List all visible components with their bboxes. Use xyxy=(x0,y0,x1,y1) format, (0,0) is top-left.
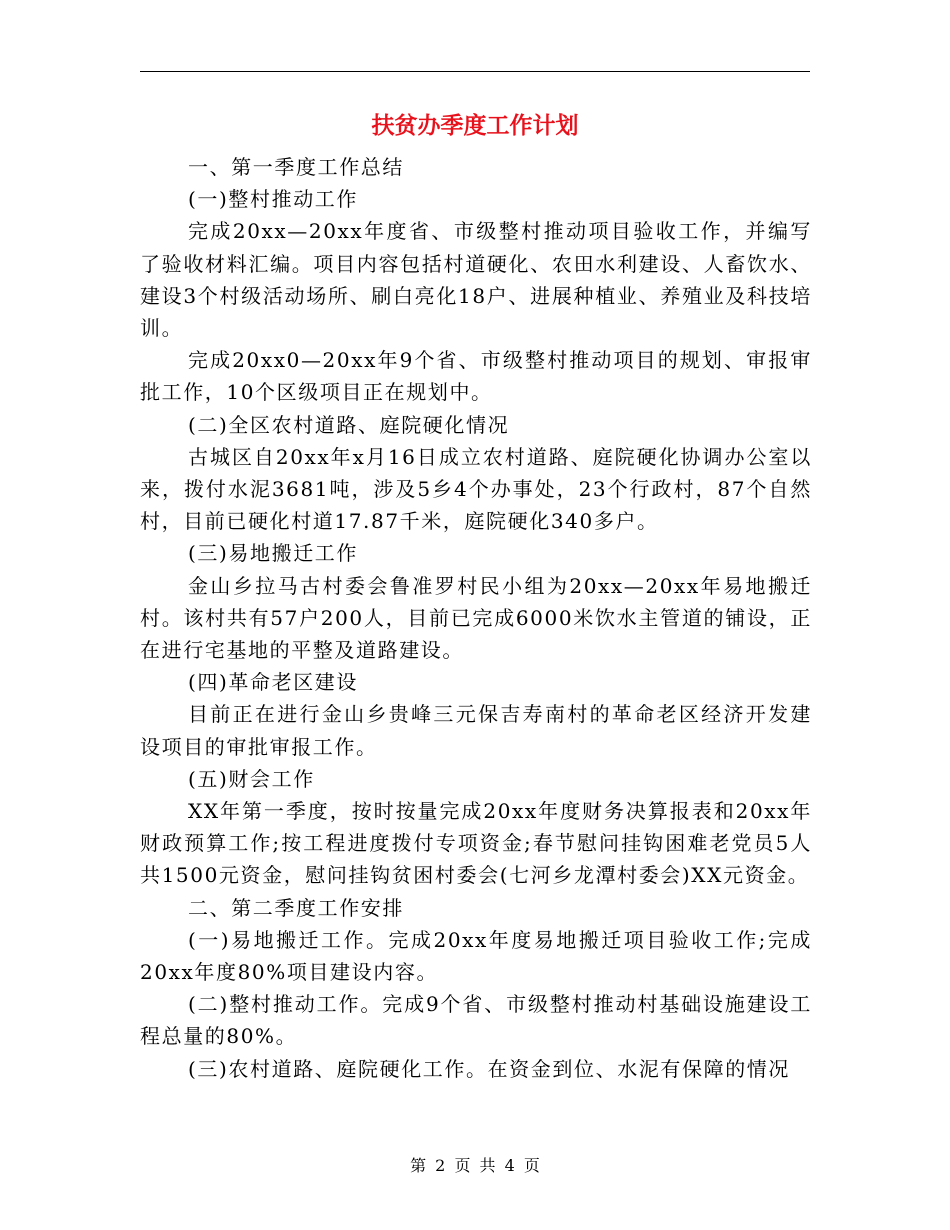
subsection-heading: (四)革命老区建设 xyxy=(188,670,359,695)
section-heading: 一、第一季度工作总结 xyxy=(188,155,404,179)
body-paragraph: 完成20xx0—20xx年9个省、市级整村推动项目的规划、审报审批工作，10个区级项目正在规划中。 xyxy=(140,348,812,405)
body-paragraph: 古城区自20xx年x月16日成立农村道路、庭院硬化协调办公室以来，拨付水泥3681吨，涉及5乡4个办事处，23个行政村，87个自然村，目前已硬化村道17.87千米，庭院硬化340多户。 xyxy=(140,444,812,534)
header-rule xyxy=(140,71,810,72)
page-footer: 第 2 页 共 4 页 xyxy=(410,1156,540,1175)
subsection-heading: (五)财会工作 xyxy=(188,766,315,791)
body-paragraph: 金山乡拉马古村委会鲁准罗村民小组为20xx—20xx年易地搬迁村。该村共有57户200人，目前已完成6000米饮水主管道的铺设，正在进行宅基地的平整及道路建设。 xyxy=(140,573,812,663)
body-paragraph: (一)易地搬迁工作。完成20xx年度易地搬迁项目验收工作;完成20xx年度80%项目建设内容。 xyxy=(140,927,812,985)
document-title: 扶贫办季度工作计划 xyxy=(371,113,579,139)
body-paragraph: (二)整村推动工作。完成9个省、市级整村推动村基础设施建设工程总量的80%。 xyxy=(140,992,812,1049)
body-paragraph: 目前正在进行金山乡贵峰三元保吉寿南村的革命老区经济开发建设项目的审批审报工作。 xyxy=(140,702,812,759)
section-heading: 二、第二季度工作安排 xyxy=(188,895,404,920)
document-body xyxy=(140,151,812,1085)
subsection-heading: (一)整村推动工作 xyxy=(188,187,359,212)
body-paragraph: XX年第一季度，按时按量完成20xx年度财务决算报表和20xx年财政预算工作;按工程进度拨付专项资金;春节慰问挂钩困难老党员5人共1500元资金，慰问挂钩贫困村委会(七河乡龙潭村委会)XX元资金。 xyxy=(140,799,812,888)
subsection-heading: (二)全区农村道路、庭院硬化情况 xyxy=(188,412,510,437)
body-paragraph: (三)农村道路、庭院硬化工作。在资金到位、水泥有保障的情况 xyxy=(188,1056,791,1081)
subsection-heading: (三)易地搬迁工作 xyxy=(188,541,359,566)
body-paragraph: 完成20xx—20xx年度省、市级整村推动项目验收工作，并编写了验收材料汇编。项目内容包括村道硬化、农田水利建设、人畜饮水、建设3个村级活动场所、刷白亮化18户、进展种植业、养殖业及科技培训。 xyxy=(140,219,812,341)
